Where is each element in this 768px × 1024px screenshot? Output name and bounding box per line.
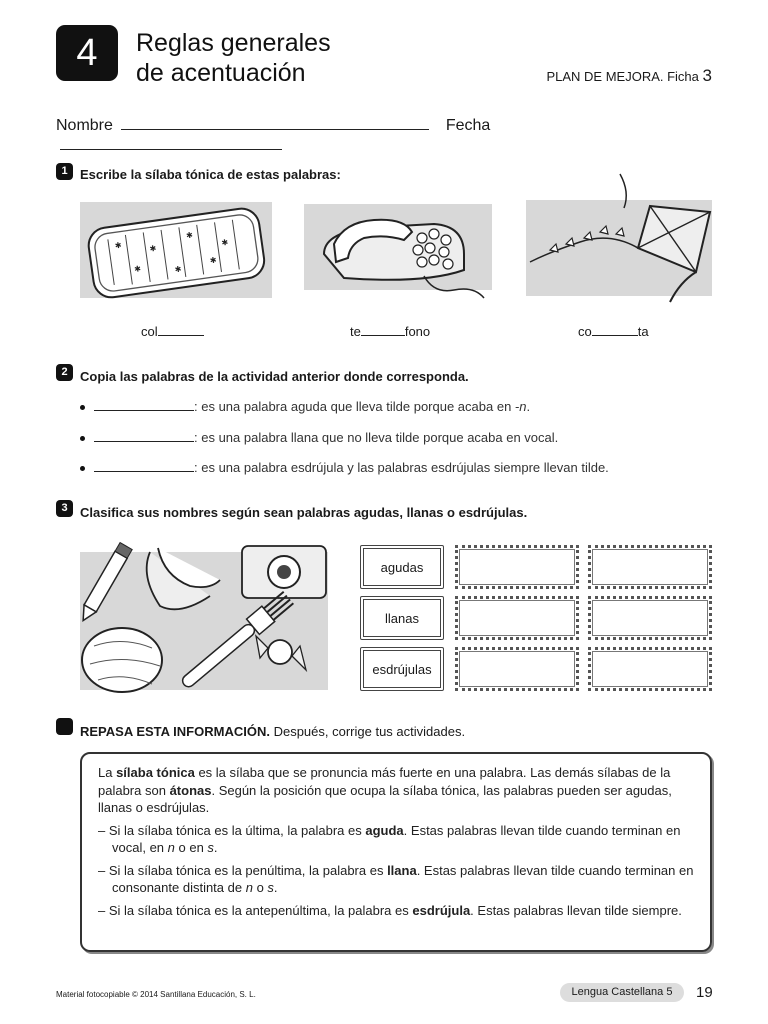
question-3-number: 3 <box>56 500 73 517</box>
svg-text:✱: ✱ <box>185 230 194 241</box>
q1-item-2-blank[interactable] <box>361 323 405 336</box>
rule-text: . <box>273 880 278 895</box>
q1-item-3-blank[interactable] <box>592 323 638 336</box>
rule-italic: s <box>267 880 274 895</box>
svg-text:✱: ✱ <box>114 240 123 251</box>
svg-text:✱: ✱ <box>220 237 229 248</box>
rule-italic: n <box>245 880 253 895</box>
page-number: 19 <box>696 984 713 1001</box>
rule-text: – Si la sílaba tónica es la antepenúltima, la palabra es <box>98 902 413 918</box>
question-3-prompt: Clasifica sus nombres según sean palabras agudas, llanas o esdrújulas. <box>80 505 528 520</box>
esdrujulas-answer-2[interactable] <box>588 647 712 691</box>
question-1-prompt: Escribe la sílaba tónica de estas palabras: <box>80 167 341 182</box>
q1-item-3-prefix: co <box>578 324 592 339</box>
copyright-notice: Material fotocopiable © 2014 Santillana Educación, S. L. <box>56 990 256 999</box>
q2-bullet-1 <box>80 398 530 414</box>
q1-item-2 <box>350 323 430 339</box>
rule-bold: llana <box>387 862 417 878</box>
plan-label <box>546 66 712 86</box>
cushion-illustration <box>80 200 272 300</box>
info-text: es la sílaba que se pronuncia más fuerte en una palabra. Las demás sílabas de la palabra son <box>98 765 671 798</box>
question-1-number: 1 <box>56 163 73 180</box>
q1-item-1 <box>141 323 204 339</box>
category-agudas-label: agudas <box>360 545 444 589</box>
objects-illustration <box>80 536 328 698</box>
question-2-prompt: Copia las palabras de la actividad anterior donde corresponda. <box>80 369 469 384</box>
rule-italic: s <box>207 840 214 855</box>
q2-bullet-1-text: : es una palabra aguda que lleva tilde porque acaba en <box>194 399 515 414</box>
svg-text:✱: ✱ <box>174 264 183 275</box>
q1-item-2-prefix: te <box>350 324 361 339</box>
bullet-icon <box>80 405 85 410</box>
q2-bullet-3-text: : es una palabra esdrújula y las palabras esdrújulas siempre llevan tilde. <box>194 460 609 475</box>
rule-aguda <box>98 822 696 857</box>
q2-bullet-2-blank[interactable] <box>94 429 194 442</box>
svg-text:✱: ✱ <box>209 255 218 266</box>
rule-text: – Si la sílaba tónica es la última, la palabra es <box>98 822 366 838</box>
book-tag: Lengua Castellana 5 <box>560 983 684 1002</box>
rule-bold: esdrújula <box>412 902 471 918</box>
category-esdrujulas-label: esdrújulas <box>360 647 444 691</box>
review-heading-bold: REPASA ESTA INFORMACIÓN. <box>80 724 270 739</box>
title-line-2: de acentuación <box>136 59 306 87</box>
q2-bullet-1-blank[interactable] <box>94 398 194 411</box>
q2-bullet-3-blank[interactable] <box>94 459 194 472</box>
q1-item-3 <box>578 323 649 339</box>
rule-italic: n <box>167 840 175 855</box>
svg-text:✱: ✱ <box>149 243 157 254</box>
rule-text: . <box>213 840 218 855</box>
q1-item-2-suffix: fono <box>404 324 431 339</box>
info-bold: sílaba tónica <box>116 765 195 780</box>
title-line-1: Reglas generales <box>136 29 331 57</box>
plan-number: 3 <box>702 66 712 85</box>
q2-bullet-2 <box>80 429 558 445</box>
bullet-icon <box>80 436 85 441</box>
date-field[interactable] <box>60 135 282 150</box>
name-date-row <box>56 115 714 155</box>
q2-bullet-2-text: : es una palabra llana que no lleva tilde porque acaba en vocal. <box>194 430 559 445</box>
rule-text: . Estas palabras llevan tilde siempre. <box>470 902 682 918</box>
q2-bullet-3 <box>80 459 609 475</box>
name-field[interactable] <box>121 115 429 130</box>
esdrujulas-answer-1[interactable] <box>455 647 579 691</box>
rule-text: o en <box>174 840 208 855</box>
name-label: Nombre <box>56 117 113 134</box>
page-title <box>136 28 331 88</box>
unit-number-badge: 4 <box>56 25 118 81</box>
date-label: Fecha <box>445 117 491 134</box>
rule-text: . Estas palabras llevan tilde cuando terminan en consonante distinta de <box>112 862 694 895</box>
rule-llana <box>98 862 696 897</box>
q2-bullet-1-end: . <box>526 399 531 414</box>
plan-text: PLAN DE MEJORA. Ficha <box>546 69 699 84</box>
rule-esdrujula <box>98 902 696 920</box>
review-heading <box>80 724 465 739</box>
agudas-answer-1[interactable] <box>455 545 579 589</box>
svg-text:✱: ✱ <box>133 264 142 274</box>
q2-bullet-1-em: -n <box>514 399 527 414</box>
info-text: . Según la posición que ocupa la sílaba tónica, las palabras pueden ser agudas, llanas o esdrújulas. <box>98 782 672 815</box>
telephone-illustration <box>304 204 492 300</box>
info-text: La <box>98 765 117 780</box>
bullet-icon <box>80 466 85 471</box>
review-marker-icon <box>56 718 73 735</box>
q1-item-3-suffix: ta <box>637 324 649 339</box>
q1-item-1-prefix: col <box>141 324 158 339</box>
kite-illustration <box>520 172 712 308</box>
agudas-answer-2[interactable] <box>588 545 712 589</box>
llanas-answer-1[interactable] <box>455 596 579 640</box>
rule-text: – Si la sílaba tónica es la penúltima, la palabra es <box>98 862 388 878</box>
review-subheading: Después, corrige tus actividades. <box>273 724 466 739</box>
rule-text: o <box>252 880 268 895</box>
llanas-answer-2[interactable] <box>588 596 712 640</box>
info-box <box>80 752 712 952</box>
rule-bold: aguda <box>365 822 404 838</box>
q1-item-1-blank[interactable] <box>158 323 204 336</box>
info-bold: átonas <box>169 782 212 798</box>
info-intro <box>98 764 696 817</box>
category-llanas-label: llanas <box>360 596 444 640</box>
rule-text: . Estas palabras llevan tilde cuando terminan en vocal, en <box>112 822 681 855</box>
question-2-number: 2 <box>56 364 73 381</box>
